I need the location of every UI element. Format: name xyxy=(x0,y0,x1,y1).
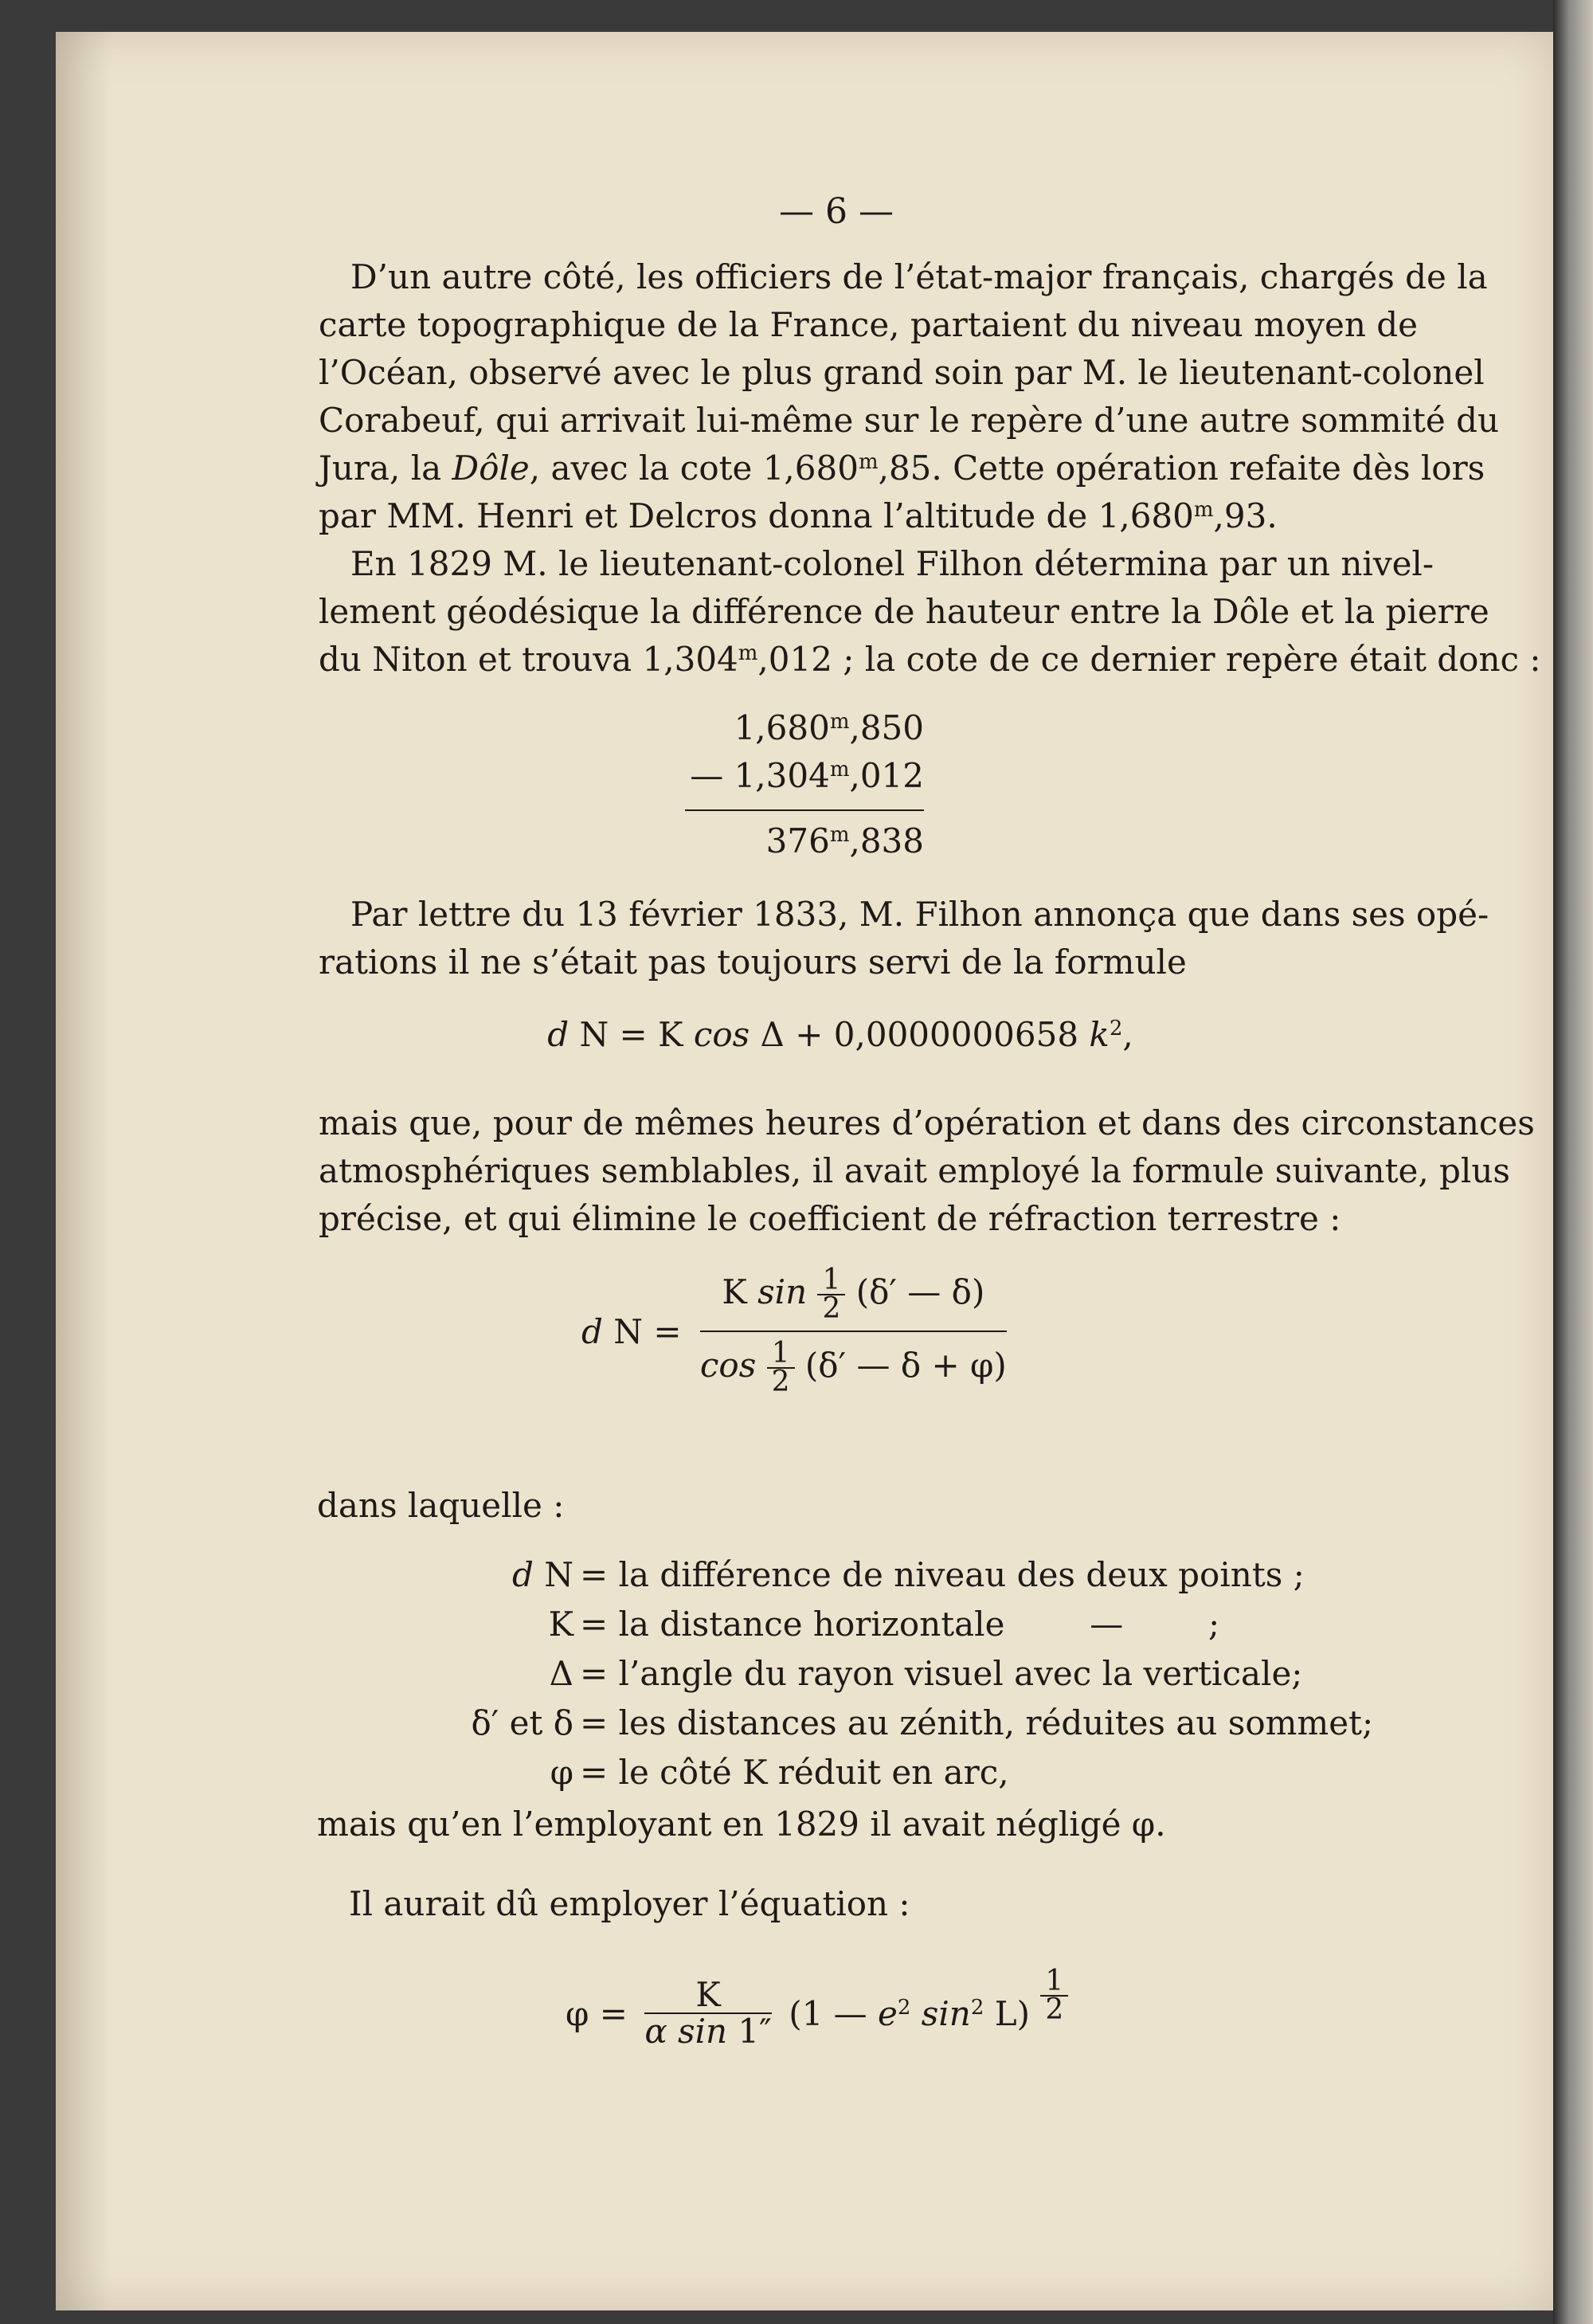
page-number: — 6 — xyxy=(779,191,894,232)
formula-2-numerator: K sin $\frac{1}{2}$ (δ′ — δ) xyxy=(700,1267,1007,1332)
half-fraction: $\frac{1}{2}$ xyxy=(767,1340,795,1396)
definition-row: δ′ et δ = les distances au zénith, réduites au sommet; xyxy=(471,1703,1374,1742)
formula-2-lhs: d N = xyxy=(581,1311,682,1351)
formula-3-paren: (1 — $e^2$ $\sin^2 L$) xyxy=(789,1993,1030,2033)
text-line: carte topographique de la France, partaient du niveau moyen de xyxy=(319,305,1418,344)
text-line: rations il ne s’était pas toujours servi de la formule xyxy=(319,943,1187,982)
text-line: précise, et qui élimine le coefficient de réfraction terrestre : xyxy=(319,1199,1341,1238)
definitions-list xyxy=(319,1550,1373,1797)
formula-2-fraction xyxy=(699,1264,1007,1398)
formula-3 xyxy=(566,1965,1068,2051)
formula-3-lhs: φ = xyxy=(566,1993,628,2033)
formula-2 xyxy=(581,1264,1007,1398)
text-line: Corabeuf, qui arrivait lui-même sur le repère d’une autre sommité du xyxy=(319,401,1500,440)
book-edge xyxy=(1553,0,1593,2324)
text-line: l’Océan, observé avec le plus grand soin par M. le lieutenant-colonel xyxy=(319,353,1485,392)
formula-1: d N = K cos Δ + 0,0000000658 $k^2$, xyxy=(547,1015,1133,1054)
paragraph-3 xyxy=(319,891,1489,986)
text-line: par MM. Henri et Delcros donna l’altitude de 1,680$^m$,93. xyxy=(319,496,1278,535)
text-line: En 1829 M. le lieutenant-colonel Filhon détermina par un nivel- xyxy=(350,544,1434,583)
definition-row: K = la distance horizontale — ; xyxy=(548,1605,1220,1644)
subtraction-calc xyxy=(685,704,924,865)
paragraph-1 xyxy=(319,253,1500,540)
text-line: du Niton et trouva 1,304$^m$,012 ; la cote de ce dernier repère était donc : xyxy=(319,640,1541,679)
text-line: Jura, la Dôle, avec la cote 1,680$^m$,85. Cette opération refaite dès lors xyxy=(319,449,1485,488)
paragraph-4 xyxy=(319,1099,1535,1243)
calc-row: — 1,304$^m$,012 xyxy=(690,756,924,795)
text-line: mais que, pour de mêmes heures d’opération et dans des circonstances xyxy=(319,1103,1535,1142)
page-fold-shadow xyxy=(56,32,112,2310)
dans-laquelle-label: dans laquelle : xyxy=(317,1486,565,1525)
formula-3-exponent: $\frac{1}{2}$ xyxy=(1040,1968,1068,2024)
definition-row: d N = la différence de niveau des deux points ; xyxy=(512,1555,1305,1594)
calc-result: 376$^m$,838 xyxy=(685,809,924,865)
paragraph-2 xyxy=(319,540,1541,684)
definition-row: Δ = l’angle du rayon visuel avec la verticale; xyxy=(549,1654,1303,1693)
definition-row: φ = le côté K réduit en arc, xyxy=(550,1753,1009,1792)
text-line: atmosphériques semblables, il avait employé la formule suivante, plus xyxy=(319,1151,1510,1190)
paragraph-5: mais qu’en l’employant en 1829 il avait négligé φ. xyxy=(317,1805,1166,1844)
formula-3-denominator: α sin 1″ xyxy=(644,2012,772,2051)
calc-row: 1,680$^m$,850 xyxy=(734,708,924,747)
formula-2-denominator: cos $\frac{1}{2}$ (δ′ — δ + φ) xyxy=(699,1337,1007,1398)
text-line: lement géodésique la différence de hauteur entre la Dôle et la pierre xyxy=(319,592,1489,631)
formula-3-fraction xyxy=(644,1977,772,2049)
half-fraction: $\frac{1}{2}$ xyxy=(817,1267,845,1323)
paragraph-6: Il aurait dû employer l’équation : xyxy=(349,1884,910,1923)
formula-3-numerator: K xyxy=(644,1977,772,2014)
text-line: D’un autre côté, les officiers de l’état-major français, chargés de la xyxy=(350,257,1488,296)
text-line: Par lettre du 13 février 1833, M. Filhon annonça que dans ses opé- xyxy=(350,895,1489,934)
